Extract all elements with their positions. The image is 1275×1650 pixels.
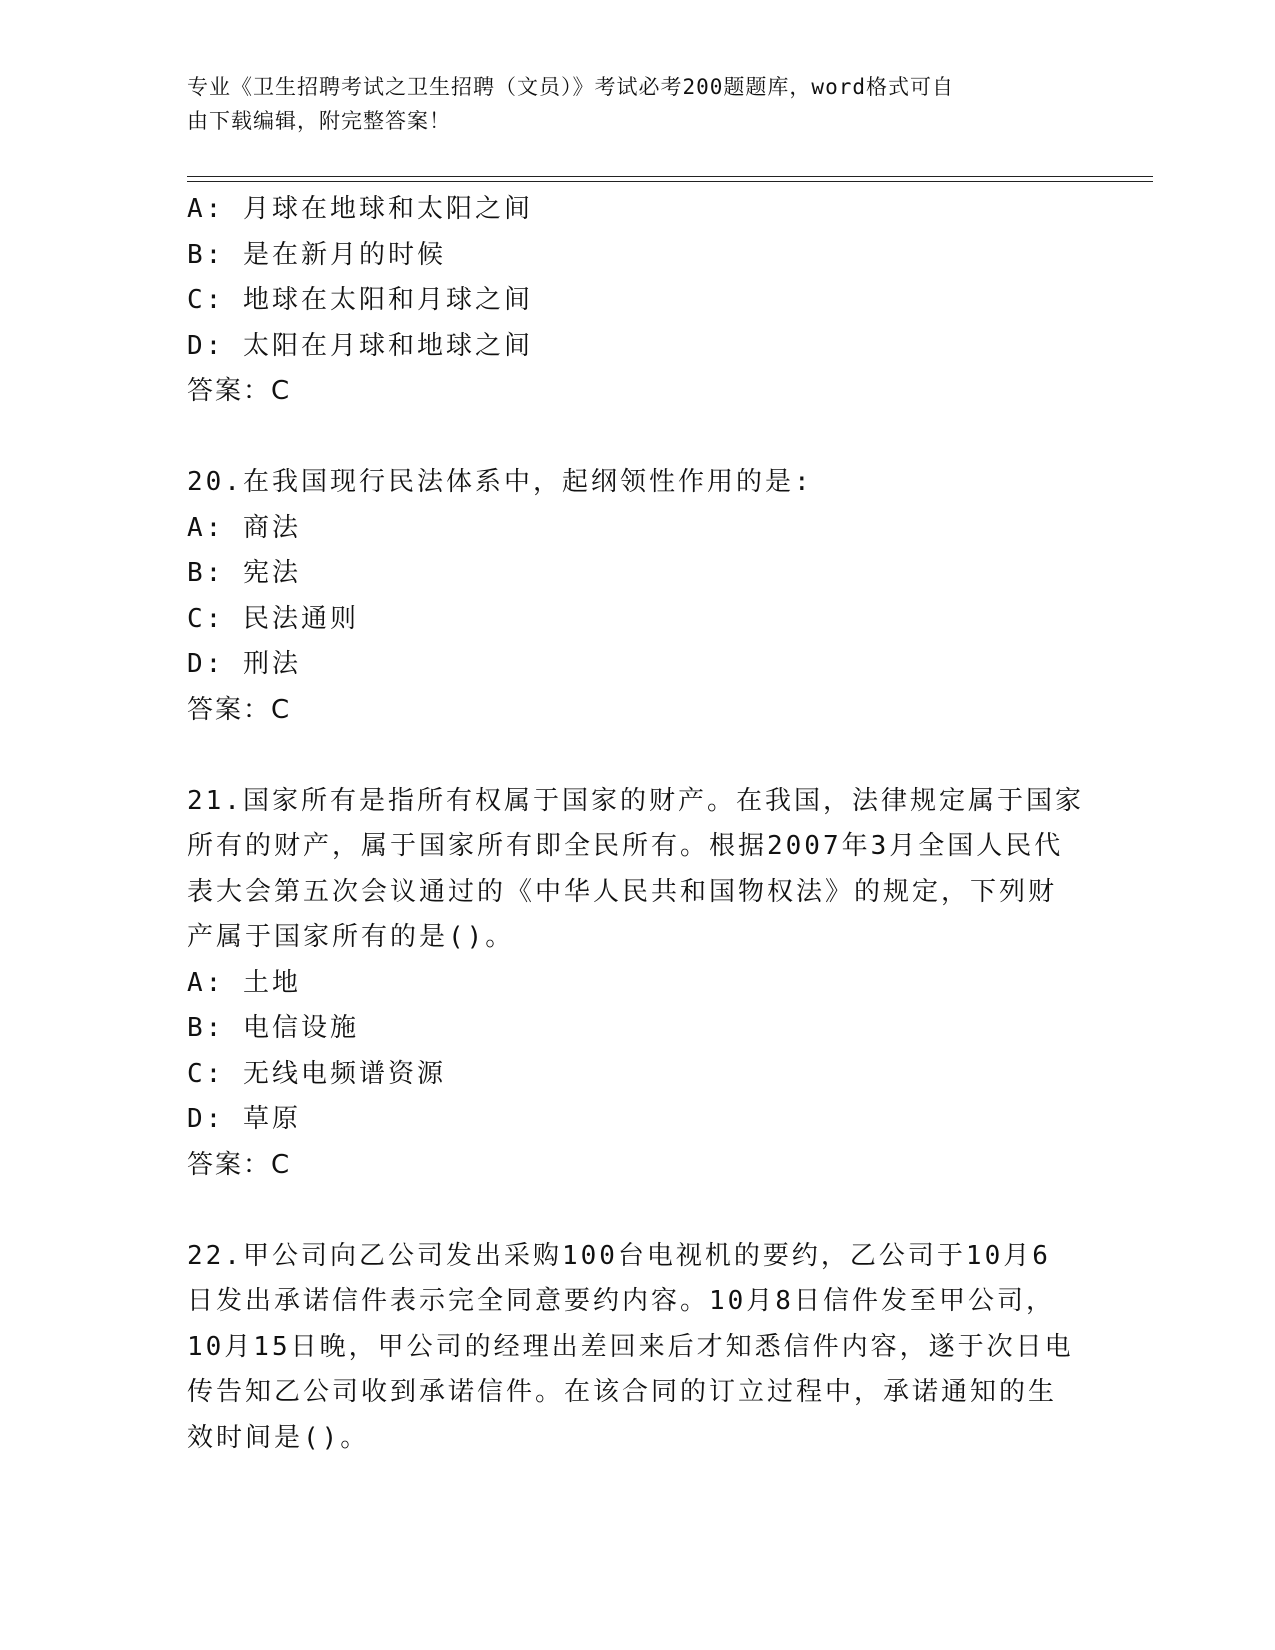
- question-spacer: [187, 1188, 1077, 1234]
- question-stem-line: 产属于国家所有的是()。: [187, 922, 515, 952]
- question-stem-line: 表大会第五次会议通过的《中华人民共和国物权法》的规定，下列财: [187, 876, 1058, 907]
- header-line: 专业《卫生招聘考试之卫生招聘（文员）》考试必考200题题库，word格式可自: [187, 75, 954, 99]
- option-a: A: 月球在地球和太阳之间: [187, 194, 533, 224]
- option-c: C: 无线电频谱资源: [187, 1058, 446, 1089]
- question-block-19: [187, 187, 1077, 415]
- answer-line: 答案：C: [187, 694, 292, 725]
- answer-line: 答案：C: [187, 376, 292, 406]
- question-block-22: [187, 1234, 1077, 1462]
- option-a: A: 商法: [187, 512, 301, 543]
- question-block-21: [187, 779, 1084, 1189]
- option-c: C: 民法通则: [187, 603, 359, 634]
- question-stem-line: 效时间是()。: [187, 1422, 370, 1453]
- option-d: D: 刑法: [187, 649, 301, 679]
- question-stem-line: 所有的财产，属于国家所有即全民所有。根据2007年3月全国人民代: [187, 831, 1064, 861]
- question-list: [187, 187, 1084, 1461]
- answer-line: 答案：C: [187, 1149, 292, 1180]
- question-stem: 20.在我国现行民法体系中，起纲领性作用的是:: [187, 467, 813, 497]
- question-spacer: [187, 415, 1077, 461]
- option-a: A: 土地: [187, 967, 301, 998]
- option-b: B: 宪法: [187, 558, 301, 588]
- question-stem-line: 22.甲公司向乙公司发出采购100台电视机的要约，乙公司于10月6: [187, 1240, 1051, 1271]
- option-d: D: 草原: [187, 1104, 301, 1134]
- header-divider: [187, 176, 1153, 177]
- question-stem-line: 10月15日晚，甲公司的经理出差回来后才知悉信件内容，遂于次日电: [187, 1331, 1074, 1362]
- question-stem-line: 日发出承诺信件表示完全同意要约内容。10月8日信件发至甲公司，: [187, 1286, 1055, 1316]
- question-spacer: [187, 733, 1077, 779]
- option-d: D: 太阳在月球和地球之间: [187, 330, 533, 361]
- question-stem-line: 21.国家所有是指所有权属于国家的财产。在我国，法律规定属于国家: [187, 785, 1084, 816]
- question-stem-line: 传告知乙公司收到承诺信件。在该合同的订立过程中，承诺通知的生: [187, 1377, 1058, 1407]
- option-b: B: 是在新月的时候: [187, 239, 446, 270]
- question-block-20: [187, 460, 1077, 733]
- option-c: C: 地球在太阳和月球之间: [187, 285, 533, 315]
- option-b: B: 电信设施: [187, 1013, 359, 1043]
- header-divider: [187, 181, 1153, 182]
- document-header-note: [187, 70, 1067, 138]
- header-line: 由下载编辑，附完整答案！: [187, 109, 451, 133]
